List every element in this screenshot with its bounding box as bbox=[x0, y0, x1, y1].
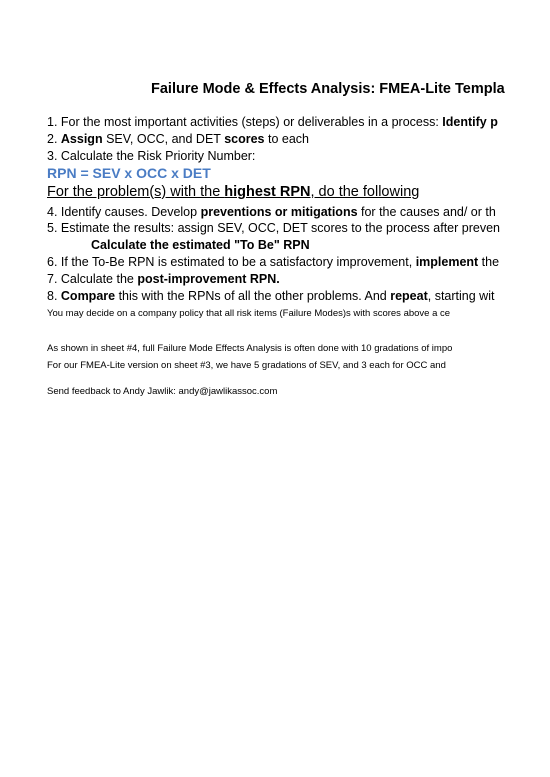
step-8-text: this with the RPNs of all the other problems. And bbox=[115, 289, 391, 303]
step-1-bold: Identify p bbox=[442, 115, 498, 129]
step-2-bold-2: scores bbox=[224, 132, 265, 146]
rpn-formula: RPN = SEV x OCC x DET bbox=[47, 165, 211, 181]
step-4-text: 4. Identify causes. Develop bbox=[47, 205, 201, 219]
step-2-text: SEV, OCC, and DET bbox=[102, 132, 225, 146]
step-2-suffix: to each bbox=[264, 132, 309, 146]
step-6-bold: implement bbox=[415, 255, 479, 269]
step-8-bold-2: repeat bbox=[390, 289, 428, 303]
step-2 bbox=[47, 132, 309, 146]
step-6-text: 6. If the To-Be RPN is estimated to be a satisfactory improvement, bbox=[47, 255, 416, 269]
step-6 bbox=[47, 255, 499, 269]
section-heading bbox=[47, 184, 419, 200]
step-7-text: 7. Calculate the bbox=[47, 272, 138, 286]
gradations-note-2: For our FMEA-Lite version on sheet #3, we have 5 gradations of SEV, and 3 each for OCC and bbox=[47, 360, 446, 371]
step-6-suffix: the bbox=[478, 255, 500, 269]
step-8-prefix: 8. bbox=[47, 289, 61, 303]
step-4 bbox=[47, 205, 496, 219]
step-2-bold: Assign bbox=[60, 132, 103, 146]
step-8 bbox=[47, 289, 494, 303]
step-1-text: 1. For the most important activities (steps) or deliverables in a process: bbox=[47, 115, 443, 129]
step-4-bold: preventions or mitigations bbox=[200, 205, 358, 219]
step-3: 3. Calculate the Risk Priority Number: bbox=[47, 149, 256, 163]
page-title: Failure Mode & Effects Analysis: FMEA-Lite Templa bbox=[151, 81, 505, 97]
step-5-sub: Calculate the estimated "To Be" RPN bbox=[91, 238, 310, 252]
step-8-bold: Compare bbox=[60, 289, 116, 303]
heading-bold: highest RPN bbox=[224, 184, 311, 200]
feedback-line: Send feedback to Andy Jawlik: andy@jawlikassoc.com bbox=[47, 386, 278, 397]
step-8-suffix: , starting wit bbox=[427, 289, 495, 303]
step-4-suffix: for the causes and/ or th bbox=[357, 205, 496, 219]
step-1 bbox=[47, 115, 498, 129]
step-5: 5. Estimate the results: assign SEV, OCC, DET scores to the process after preven bbox=[47, 221, 500, 235]
step-7-bold: post-improvement RPN. bbox=[137, 272, 280, 286]
step-2-prefix: 2. bbox=[47, 132, 61, 146]
gradations-note-1: As shown in sheet #4, full Failure Mode Effects Analysis is often done with 10 gradations of impo bbox=[47, 343, 453, 354]
heading-suffix: , do the following bbox=[310, 184, 420, 200]
policy-note: You may decide on a company policy that all risk items (Failure Modes)s with scores above a ce bbox=[47, 308, 451, 319]
heading-text: For the problem(s) with the bbox=[47, 184, 225, 200]
step-7 bbox=[47, 272, 280, 286]
